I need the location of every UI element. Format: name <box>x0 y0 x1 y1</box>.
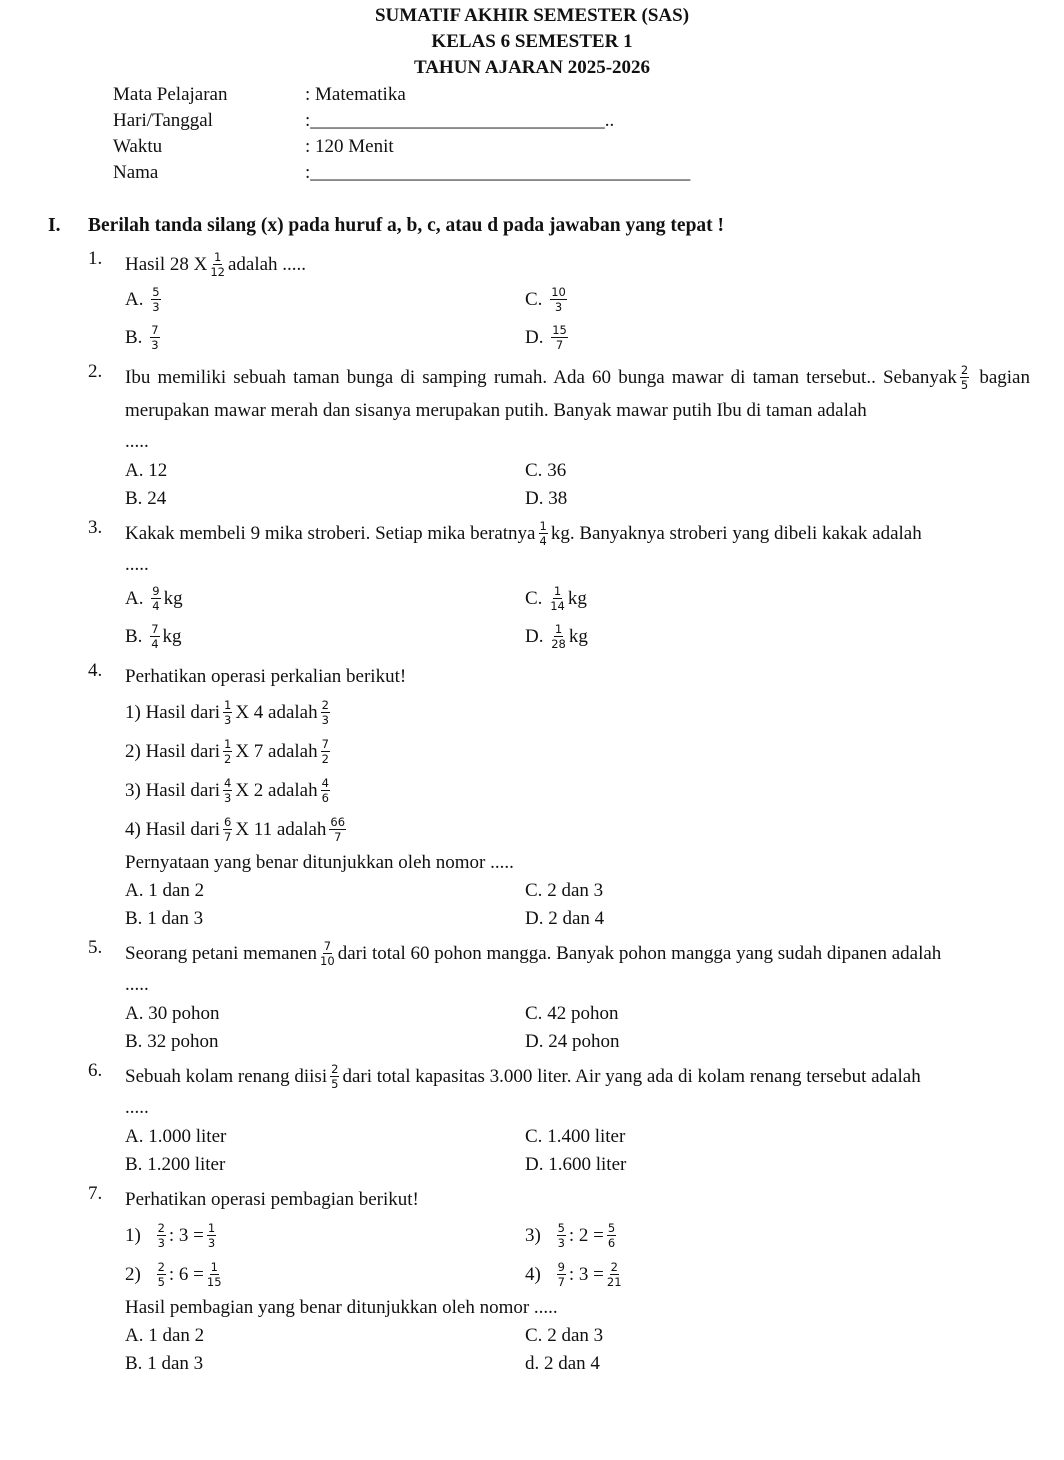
text-segment: dari total kapasitas 3.000 liter. Air yang ada di kolam renang tersebut adalah <box>342 1066 921 1087</box>
fraction-denominator: 6 <box>321 791 329 806</box>
question-number: 4. <box>88 660 103 681</box>
question-stem <box>125 937 1030 970</box>
text-segment: X 2 adalah <box>235 780 318 801</box>
fraction-denominator: 21 <box>606 1275 622 1290</box>
option-label: A. <box>125 289 149 310</box>
fraction-numerator: 6 <box>223 815 232 830</box>
fraction-denominator: 7 <box>555 338 564 353</box>
fraction-denominator: 2 <box>321 752 329 767</box>
fraction-numerator: 7 <box>151 622 159 637</box>
fraction <box>223 738 232 765</box>
text-segment: : 3 = <box>568 1264 604 1285</box>
text-segment: X 7 adalah <box>235 741 318 762</box>
statement-label: 3) <box>125 780 146 801</box>
statement-item <box>125 1216 525 1255</box>
fraction <box>151 585 160 612</box>
fraction-denominator: 14 <box>550 599 565 614</box>
option-label: D. <box>525 327 549 348</box>
fraction-denominator: 4 <box>539 534 547 549</box>
text-segment: 1 dan 3 <box>147 1353 204 1374</box>
text-segment: Hasil dari <box>145 702 220 723</box>
option-label: C. <box>525 1325 548 1346</box>
fraction-denominator: 5 <box>157 1275 165 1290</box>
option-label: B. <box>125 488 148 509</box>
text-segment: 2 dan 3 <box>547 1325 604 1346</box>
fraction-denominator: 7 <box>334 830 342 845</box>
text-segment: Ibu memiliki sebuah taman bunga di samping rumah. Ada 60 bunga mawar di taman tersebut.. Sebanyak <box>125 367 957 388</box>
text-segment: 30 pohon <box>148 1003 220 1024</box>
text-segment: 1 dan 2 <box>148 880 205 901</box>
fraction <box>223 777 232 804</box>
info-value: : 120 Menit <box>305 136 394 157</box>
option-d[interactable] <box>525 1028 925 1056</box>
fraction-denominator: 3 <box>157 1236 165 1251</box>
fraction-denominator: 12 <box>210 265 225 280</box>
fraction-denominator: 10 <box>320 954 335 969</box>
question-number: 1. <box>88 248 103 269</box>
text-segment: 1 dan 3 <box>147 908 204 929</box>
fraction <box>539 520 548 547</box>
fraction <box>320 940 335 967</box>
fraction-numerator: 66 <box>330 815 346 830</box>
answer-blank: ..... <box>125 1097 149 1118</box>
question-5 <box>88 937 1030 1056</box>
info-label: Waktu <box>113 136 163 157</box>
question-2 <box>88 361 1030 513</box>
option-label: A. <box>125 460 149 481</box>
fraction-numerator: 2 <box>960 363 969 378</box>
option-b[interactable] <box>125 1350 525 1378</box>
text-segment: 2 dan 4 <box>548 908 605 929</box>
statement-label: 1) <box>125 1225 146 1246</box>
option-d[interactable] <box>525 1151 925 1179</box>
answer-options <box>125 1123 1030 1179</box>
fraction-denominator: 3 <box>207 1236 216 1251</box>
fraction <box>607 1261 622 1288</box>
statement-label: 3) <box>525 1225 546 1246</box>
text-segment: Seorang petani memanen <box>125 943 318 964</box>
fraction <box>321 777 330 804</box>
text-segment: 32 pohon <box>147 1031 219 1052</box>
fraction <box>550 286 567 313</box>
fraction <box>329 816 346 843</box>
question-stem <box>125 1183 1030 1216</box>
option-label: A. <box>125 1325 149 1346</box>
fraction <box>321 699 330 726</box>
fraction-denominator: 3 <box>151 338 159 353</box>
answer-blank: ..... <box>125 554 149 575</box>
statement-label: 4) <box>525 1264 546 1285</box>
answer-options <box>125 1000 1030 1056</box>
option-label: B. <box>125 1031 148 1052</box>
option-label: D. <box>525 626 549 647</box>
fraction-numerator: 1 <box>223 737 232 752</box>
question-body <box>125 361 1030 513</box>
option-label: A. <box>125 588 149 609</box>
fraction-denominator: 3 <box>223 791 232 806</box>
answer-blank: ..... <box>125 974 149 995</box>
fraction-numerator: 1 <box>553 584 562 599</box>
fraction-denominator: 4 <box>152 599 160 614</box>
fraction-numerator: 9 <box>152 584 160 599</box>
text-segment: 2 dan 3 <box>547 880 604 901</box>
info-name <box>113 162 713 188</box>
fraction-denominator: 5 <box>331 1077 339 1092</box>
fraction <box>557 1261 566 1288</box>
fraction-denominator: 6 <box>607 1236 616 1251</box>
option-label: C. <box>525 880 548 901</box>
fraction <box>207 1261 222 1288</box>
option-a[interactable] <box>125 1123 525 1151</box>
option-label: C. <box>525 1126 548 1147</box>
question-stem <box>125 361 1030 427</box>
fraction <box>157 1222 166 1249</box>
question-number: 7. <box>88 1183 103 1204</box>
question-body <box>125 517 1030 656</box>
info-label: Mata Pelajaran <box>113 84 228 105</box>
fraction <box>960 364 969 391</box>
fraction-numerator: 7 <box>323 939 332 954</box>
text-segment: 2 dan 4 <box>544 1353 600 1374</box>
option-b[interactable] <box>125 485 525 513</box>
option-b[interactable] <box>125 1151 525 1179</box>
fraction-numerator: 7 <box>321 737 329 752</box>
question-number: 6. <box>88 1060 103 1081</box>
option-a[interactable] <box>125 877 525 905</box>
question-stem <box>125 1060 1030 1093</box>
info-value: : Matematika <box>305 84 406 105</box>
question-body <box>125 660 1030 933</box>
option-c[interactable] <box>525 1123 925 1151</box>
statement-item <box>125 771 1030 810</box>
text-segment: kg <box>567 588 587 609</box>
answer-options <box>125 1322 1030 1378</box>
option-b[interactable] <box>125 1028 525 1056</box>
text-segment: 1.600 liter <box>548 1154 627 1175</box>
option-a[interactable] <box>125 1000 525 1028</box>
question-1 <box>88 248 1030 357</box>
question-7 <box>88 1183 1030 1378</box>
fraction-denominator: 2 <box>223 752 232 767</box>
text-segment: Kakak membeli 9 mika stroberi. Setiap mika beratnya <box>125 523 536 544</box>
statement-label: 4) <box>125 819 146 840</box>
text-segment: 36 <box>547 460 567 481</box>
question-stem <box>125 660 1030 693</box>
text-segment: 24 pohon <box>548 1031 620 1052</box>
fraction-numerator: 2 <box>331 1062 339 1077</box>
text-segment: X 4 adalah <box>235 702 318 723</box>
fraction-denominator: 3 <box>321 713 329 728</box>
fraction <box>330 1063 339 1090</box>
info-label: Hari/Tanggal <box>113 110 213 131</box>
fraction-denominator: 5 <box>960 378 969 393</box>
option-label: D. <box>525 1031 549 1052</box>
option-c[interactable] <box>525 457 925 485</box>
section-instruction: Berilah tanda silang (x) pada huruf a, b, c, atau d pada jawaban yang tepat ! <box>88 215 725 236</box>
fraction <box>150 623 159 650</box>
option-b[interactable] <box>125 618 525 656</box>
statement-grid <box>125 1216 1030 1294</box>
fraction-numerator: 1 <box>223 698 232 713</box>
text-segment: Perhatikan operasi pembagian berikut! <box>125 1189 419 1210</box>
statement-item <box>125 1255 525 1294</box>
option-label: B. <box>125 327 148 348</box>
text-segment: 12 <box>148 460 168 481</box>
option-a[interactable] <box>125 457 525 485</box>
fraction-denominator: 3 <box>557 1236 565 1251</box>
question-number: 5. <box>88 937 103 958</box>
text-segment: 1.000 liter <box>148 1126 227 1147</box>
option-label: d. <box>525 1353 544 1374</box>
option-d[interactable] <box>525 485 925 513</box>
option-d[interactable] <box>525 1350 925 1378</box>
text-segment: 24 <box>147 488 167 509</box>
option-label: B. <box>125 1154 148 1175</box>
text-segment: Hasil dari <box>145 819 220 840</box>
text-segment: Hasil dari <box>145 741 220 762</box>
option-label: B. <box>125 626 148 647</box>
fraction-numerator: 1 <box>207 1221 216 1236</box>
exam-title: SUMATIF AKHIR SEMESTER (SAS) <box>374 5 690 26</box>
option-label: A. <box>125 1126 149 1147</box>
question-body <box>125 1183 1030 1378</box>
info-label: Nama <box>113 162 159 183</box>
text-segment: 1 dan 2 <box>148 1325 205 1346</box>
option-c[interactable] <box>525 1000 925 1028</box>
fraction-numerator: 2 <box>157 1221 165 1236</box>
option-label: A. <box>125 880 149 901</box>
fraction <box>151 286 160 313</box>
option-a[interactable] <box>125 1322 525 1350</box>
fraction <box>210 251 225 278</box>
fraction <box>551 324 568 351</box>
fraction-denominator: 4 <box>151 637 159 652</box>
text-segment: Sebuah kolam renang diisi <box>125 1066 328 1087</box>
fraction-denominator: 3 <box>554 300 563 315</box>
info-date <box>113 110 713 136</box>
text-segment: dari total 60 pohon mangga. Banyak pohon mangga yang sudah dipanen adalah <box>337 943 942 964</box>
answer-options <box>125 877 1030 933</box>
option-label: D. <box>525 908 549 929</box>
info-time <box>113 136 713 162</box>
exam-class: KELAS 6 SEMESTER 1 <box>431 31 633 52</box>
question-body <box>125 248 1030 357</box>
option-label: C. <box>525 289 548 310</box>
statement-item <box>125 732 1030 771</box>
option-label: A. <box>125 1003 149 1024</box>
fraction-numerator: 1 <box>210 1260 218 1275</box>
fraction-numerator: 5 <box>152 285 160 300</box>
fraction-numerator: 1 <box>554 622 563 637</box>
fraction-numerator: 7 <box>151 323 159 338</box>
statement-label: 2) <box>125 741 146 762</box>
option-d[interactable] <box>525 905 925 933</box>
fraction <box>223 699 232 726</box>
question-list <box>88 248 1030 1378</box>
question-number: 3. <box>88 517 103 538</box>
info-value: :________________________________________ <box>305 162 691 183</box>
text-segment: X 11 adalah <box>235 819 327 840</box>
section-number: I. <box>48 215 61 236</box>
question-prompt: Pernyataan yang benar ditunjukkan oleh nomor ..... <box>125 852 514 873</box>
option-label: B. <box>125 1353 148 1374</box>
fraction-numerator: 1 <box>539 519 547 534</box>
option-b[interactable] <box>125 319 525 357</box>
question-6 <box>88 1060 1030 1179</box>
question-body <box>125 937 1030 1056</box>
fraction-numerator: 5 <box>557 1221 565 1236</box>
text-segment: : 3 = <box>168 1225 204 1246</box>
question-3 <box>88 517 1030 656</box>
info-value: :_______________________________.. <box>305 110 615 131</box>
text-segment: 38 <box>548 488 568 509</box>
fraction <box>550 585 565 612</box>
fraction-numerator: 9 <box>557 1260 565 1275</box>
option-c[interactable] <box>525 580 925 618</box>
option-b[interactable] <box>125 905 525 933</box>
fraction-numerator: 2 <box>157 1260 165 1275</box>
answer-blank: ..... <box>125 431 149 452</box>
statement-label: 1) <box>125 702 146 723</box>
text-segment: : 6 = <box>168 1264 204 1285</box>
text-segment: Perhatikan operasi perkalian berikut! <box>125 666 407 687</box>
option-label: C. <box>525 460 548 481</box>
text-segment: 42 pohon <box>547 1003 619 1024</box>
fraction <box>207 1222 216 1249</box>
fraction-denominator: 28 <box>551 637 566 652</box>
fraction <box>157 1261 166 1288</box>
question-stem <box>125 248 1030 281</box>
text-segment: : 2 = <box>568 1225 604 1246</box>
fraction <box>557 1222 566 1249</box>
text-segment: bagian merupakan mawar merah dan sisanya merupakan putih. Banyak mawar putih Ibu di taman adalah <box>125 367 1030 421</box>
statement-item <box>525 1255 925 1294</box>
statement-label: 2) <box>125 1264 146 1285</box>
text-segment: Hasil 28 X <box>125 254 208 275</box>
fraction-numerator: 5 <box>607 1221 616 1236</box>
fraction-numerator: 2 <box>610 1260 618 1275</box>
statement-item <box>125 810 1030 849</box>
fraction-numerator: 4 <box>223 776 232 791</box>
fraction <box>551 623 566 650</box>
fraction-denominator: 3 <box>152 300 160 315</box>
question-body <box>125 1060 1030 1179</box>
option-c[interactable] <box>525 281 925 319</box>
info-subject <box>113 84 713 110</box>
question-stem <box>125 517 1030 550</box>
fraction-numerator: 2 <box>321 698 329 713</box>
fraction-numerator: 1 <box>213 250 222 265</box>
option-label: D. <box>525 488 549 509</box>
statement-item <box>125 693 1030 732</box>
option-d[interactable] <box>525 319 925 357</box>
statement-item <box>525 1216 925 1255</box>
fraction-numerator: 4 <box>321 776 329 791</box>
text-segment: Hasil dari <box>145 780 220 801</box>
question-number: 2. <box>88 361 103 382</box>
fraction <box>223 816 232 843</box>
exam-year: TAHUN AJARAN 2025-2026 <box>413 57 651 78</box>
fraction-denominator: 3 <box>223 713 232 728</box>
answer-options <box>125 457 1030 513</box>
text-segment: kg <box>163 588 183 609</box>
option-label: D. <box>525 1154 549 1175</box>
fraction-denominator: 7 <box>557 1275 565 1290</box>
option-d[interactable] <box>525 618 925 656</box>
option-c[interactable] <box>525 877 925 905</box>
option-label: C. <box>525 1003 548 1024</box>
option-a[interactable] <box>125 580 525 618</box>
text-segment: adalah ..... <box>227 254 307 275</box>
text-segment: 1.200 liter <box>147 1154 226 1175</box>
fraction-denominator: 15 <box>206 1275 222 1290</box>
answer-options <box>125 580 1030 656</box>
fraction <box>321 738 330 765</box>
text-segment: kg <box>162 626 182 647</box>
text-segment: kg. Banyaknya stroberi yang dibeli kakak adalah <box>550 523 922 544</box>
fraction-numerator: 15 <box>552 323 567 338</box>
text-segment: kg <box>568 626 588 647</box>
fraction <box>150 324 159 351</box>
option-a[interactable] <box>125 281 525 319</box>
answer-options <box>125 281 1030 357</box>
fraction-numerator: 10 <box>551 285 566 300</box>
question-prompt: Hasil pembagian yang benar ditunjukkan oleh nomor ..... <box>125 1297 558 1318</box>
fraction-denominator: 7 <box>223 830 232 845</box>
option-label: C. <box>525 588 548 609</box>
question-4 <box>88 660 1030 933</box>
option-label: B. <box>125 908 148 929</box>
text-segment: 1.400 liter <box>547 1126 626 1147</box>
option-c[interactable] <box>525 1322 925 1350</box>
fraction <box>607 1222 616 1249</box>
